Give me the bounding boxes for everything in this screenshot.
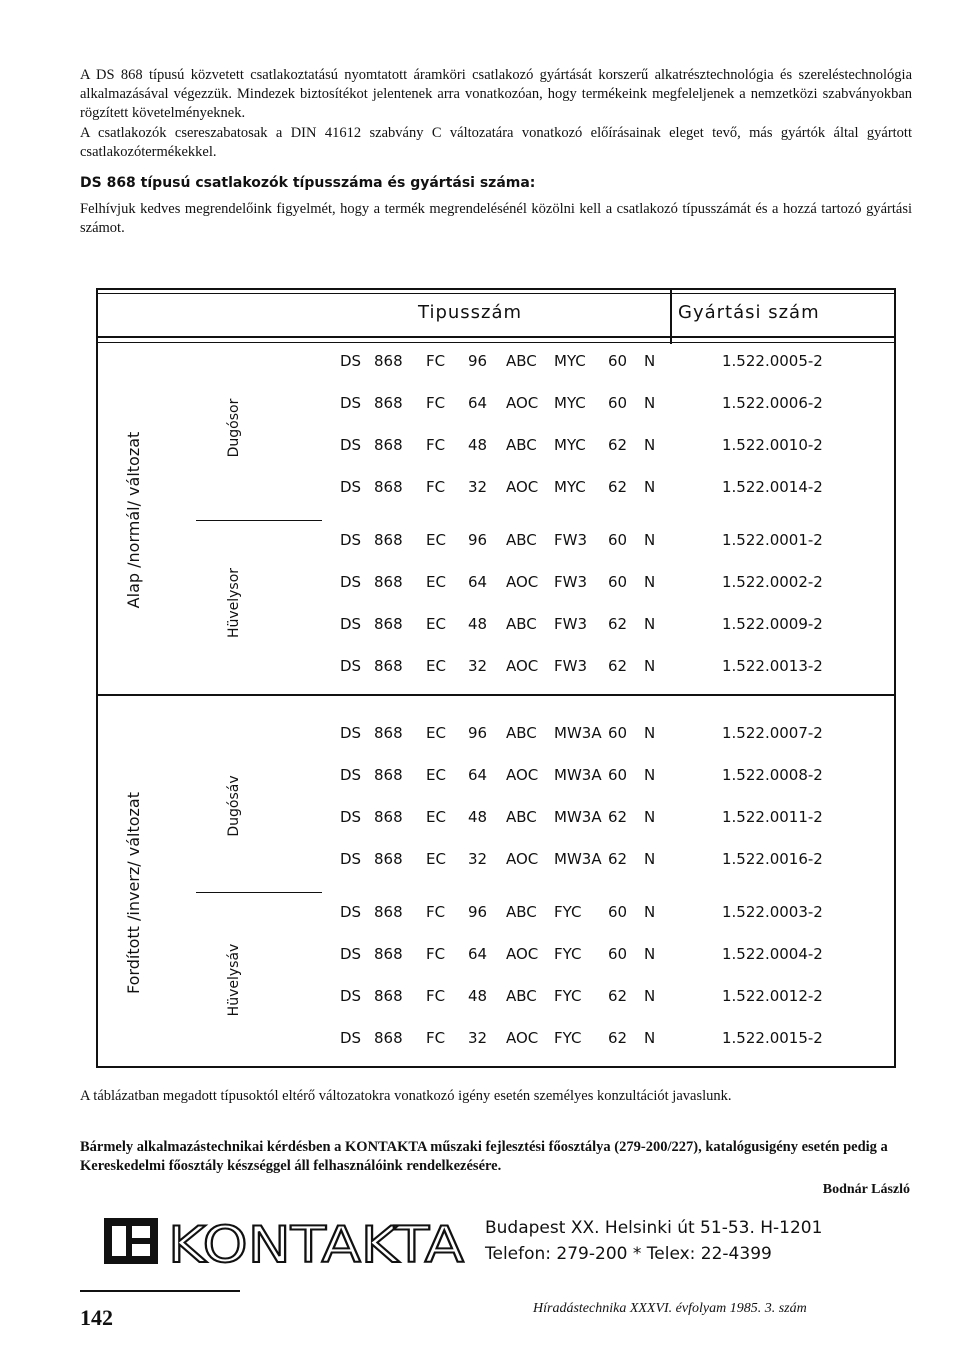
table-row <box>96 657 896 681</box>
author-signature: Bodnár László <box>822 1182 910 1197</box>
type-code-cell: FC <box>426 945 446 963</box>
serial-number-cell: 1.522.0002-2 <box>722 573 823 591</box>
table-row <box>96 436 896 460</box>
type-code-cell: 60 <box>608 573 628 591</box>
type-code-cell: ABC <box>506 615 537 633</box>
type-code-cell: DS <box>340 945 362 963</box>
type-code-cell: 64 <box>468 766 488 784</box>
type-code-cell: FW3 <box>554 573 588 591</box>
type-code-cell: FC <box>426 1029 446 1047</box>
type-code-cell: 32 <box>468 657 488 675</box>
table-row <box>96 724 896 748</box>
type-code-cell: 60 <box>608 724 628 742</box>
company-address <box>485 1215 822 1267</box>
type-code-cell: 62 <box>608 808 628 826</box>
type-code-cell: MYC <box>554 436 586 454</box>
type-code-cell: FYC <box>554 987 582 1005</box>
footer-divider <box>80 1290 240 1292</box>
type-code-cell: 32 <box>468 850 488 868</box>
type-code-cell: DS <box>340 808 362 826</box>
type-code-cell: 868 <box>374 766 403 784</box>
type-code-cell: FC <box>426 352 446 370</box>
type-code-cell: FYC <box>554 1029 582 1047</box>
type-code-cell: N <box>644 808 656 826</box>
type-code-cell: FC <box>426 478 446 496</box>
type-code-cell: AOC <box>506 394 539 412</box>
subgroup-label-plug-inverse: Dugósáv <box>226 775 242 837</box>
type-code-cell: 96 <box>468 903 488 921</box>
type-code-cell: N <box>644 615 656 633</box>
serial-number-cell: 1.522.0006-2 <box>722 394 823 412</box>
type-code-cell: N <box>644 352 656 370</box>
type-code-cell: DS <box>340 531 362 549</box>
type-code-cell: 60 <box>608 903 628 921</box>
type-code-cell: 868 <box>374 1029 403 1047</box>
type-code-cell: 60 <box>608 531 628 549</box>
type-code-cell: FYC <box>554 945 582 963</box>
type-code-cell: FW3 <box>554 615 588 633</box>
type-code-cell: ABC <box>506 903 537 921</box>
type-code-cell: AOC <box>506 573 539 591</box>
page-number: 142 <box>80 1305 113 1330</box>
type-code-cell: ABC <box>506 724 537 742</box>
type-code-cell: N <box>644 987 656 1005</box>
type-code-cell: 868 <box>374 394 403 412</box>
serial-number-cell: 1.522.0007-2 <box>722 724 823 742</box>
subgroup-label-socket: Hüvelysor <box>226 567 242 639</box>
type-code-cell: MYC <box>554 352 586 370</box>
serial-number-cell: 1.522.0004-2 <box>722 945 823 963</box>
request-paragraph: Felhívjuk kedves megrendelőink figyelmét, hogy a termék megrendelésénél közölni kell a csatlakozó típusszámát és a hozzá tartozó gyártási számot. <box>80 201 912 236</box>
column-header-type: Tipusszám <box>418 302 523 323</box>
type-code-cell: 64 <box>468 394 488 412</box>
type-code-cell: 96 <box>468 724 488 742</box>
serial-number-cell: 1.522.0001-2 <box>722 531 823 549</box>
type-code-cell: 62 <box>608 850 628 868</box>
type-code-cell: N <box>644 903 656 921</box>
type-code-cell: N <box>644 724 656 742</box>
type-code-cell: EC <box>426 615 446 633</box>
serial-number-cell: 1.522.0014-2 <box>722 478 823 496</box>
type-code-cell: EC <box>426 573 446 591</box>
section-heading: DS 868 típusú csatlakozók típusszáma és gyártási száma: <box>80 175 536 191</box>
type-code-cell: EC <box>426 766 446 784</box>
type-code-cell: ABC <box>506 987 537 1005</box>
type-code-cell: DS <box>340 724 362 742</box>
type-code-cell: FC <box>426 903 446 921</box>
type-code-cell: N <box>644 436 656 454</box>
type-code-cell: 868 <box>374 478 403 496</box>
type-code-cell: 60 <box>608 352 628 370</box>
table-row <box>96 478 896 502</box>
type-code-cell: 48 <box>468 436 488 454</box>
intro-paragraph-2: A csatlakozók csereszabatosak a DIN 41612 szabvány C változatára vonatkozó előírásainak eleget tevő, más gyártók által gyártott csatlakozótermékekkel. <box>80 125 912 160</box>
type-code-cell: DS <box>340 1029 362 1047</box>
journal-reference: Híradástechnika XXXVI. évfolyam 1985. 3. szám <box>533 1301 807 1316</box>
type-code-cell: DS <box>340 987 362 1005</box>
type-code-cell: 32 <box>468 1029 488 1047</box>
subgroup-label-plug: Dugósor <box>226 398 242 458</box>
type-code-cell: AOC <box>506 766 539 784</box>
type-code-cell: N <box>644 478 656 496</box>
type-code-cell: N <box>644 573 656 591</box>
type-code-cell: EC <box>426 724 446 742</box>
table-row <box>96 945 896 969</box>
type-code-cell: EC <box>426 657 446 675</box>
type-code-cell: DS <box>340 478 362 496</box>
table-row <box>96 615 896 639</box>
serial-number-cell: 1.522.0012-2 <box>722 987 823 1005</box>
consultation-note: A táblázatban megadott típusoktól eltérő változatokra vonatkozó igény esetén személyes konzultációt javaslunk. <box>80 1088 732 1104</box>
type-code-cell: DS <box>340 657 362 675</box>
type-code-cell: 62 <box>608 657 628 675</box>
type-code-cell: 62 <box>608 615 628 633</box>
subgroup-label-socket-inverse: Hüvelysáv <box>226 943 242 1017</box>
type-code-cell: 48 <box>468 987 488 1005</box>
type-code-cell: 868 <box>374 352 403 370</box>
type-code-cell: 60 <box>608 394 628 412</box>
type-code-cell: 868 <box>374 850 403 868</box>
serial-number-cell: 1.522.0008-2 <box>722 766 823 784</box>
address-line: Budapest XX. Helsinki út 51-53. H-1201 <box>485 1218 823 1238</box>
group-label-normal: Alap /normál/ változat <box>124 431 143 609</box>
table-row <box>96 903 896 927</box>
table-row <box>96 573 896 597</box>
type-code-cell: DS <box>340 436 362 454</box>
type-code-cell: ABC <box>506 436 537 454</box>
serial-number-cell: 1.522.0009-2 <box>722 615 823 633</box>
type-code-cell: EC <box>426 850 446 868</box>
type-code-cell: DS <box>340 352 362 370</box>
type-code-cell: N <box>644 945 656 963</box>
type-code-cell: FC <box>426 987 446 1005</box>
type-code-cell: MYC <box>554 394 586 412</box>
table-row <box>96 352 896 376</box>
type-code-cell: 62 <box>608 987 628 1005</box>
serial-number-cell: 1.522.0015-2 <box>722 1029 823 1047</box>
type-code-cell: 32 <box>468 478 488 496</box>
serial-number-cell: 1.522.0003-2 <box>722 903 823 921</box>
type-code-cell: 868 <box>374 615 403 633</box>
type-code-cell: DS <box>340 850 362 868</box>
type-code-cell: 868 <box>374 657 403 675</box>
type-code-cell: 60 <box>608 766 628 784</box>
type-code-cell: AOC <box>506 657 539 675</box>
group-label-inverse: Fordított /inverz/ változat <box>124 791 143 994</box>
type-code-cell: 64 <box>468 945 488 963</box>
serial-number-cell: 1.522.0005-2 <box>722 352 823 370</box>
type-code-cell: MW3A <box>554 724 602 742</box>
type-code-cell: MW3A <box>554 766 602 784</box>
type-code-cell: EC <box>426 531 446 549</box>
type-number-table <box>96 288 896 1068</box>
type-code-cell: DS <box>340 766 362 784</box>
type-code-cell: EC <box>426 808 446 826</box>
serial-number-cell: 1.522.0016-2 <box>722 850 823 868</box>
type-code-cell: N <box>644 531 656 549</box>
type-code-cell: MW3A <box>554 850 602 868</box>
kontakta-logo <box>100 1212 470 1268</box>
type-code-cell: 868 <box>374 945 403 963</box>
serial-number-cell: 1.522.0011-2 <box>722 808 823 826</box>
type-code-cell: ABC <box>506 531 537 549</box>
type-code-cell: FC <box>426 394 446 412</box>
type-code-cell: 868 <box>374 436 403 454</box>
type-code-cell: 96 <box>468 531 488 549</box>
type-code-cell: 48 <box>468 615 488 633</box>
type-code-cell: DS <box>340 903 362 921</box>
type-code-cell: 868 <box>374 724 403 742</box>
type-code-cell: ABC <box>506 808 537 826</box>
svg-text:KONTAKTA: KONTAKTA <box>168 1216 464 1268</box>
type-code-cell: 64 <box>468 573 488 591</box>
serial-number-cell: 1.522.0010-2 <box>722 436 823 454</box>
type-code-cell: N <box>644 394 656 412</box>
type-code-cell: AOC <box>506 1029 539 1047</box>
type-code-cell: 48 <box>468 808 488 826</box>
type-code-cell: 868 <box>374 531 403 549</box>
table-row <box>96 531 896 555</box>
type-code-cell: 868 <box>374 987 403 1005</box>
column-header-serial: Gyártási szám <box>678 302 820 323</box>
intro-paragraph-1: A DS 868 típusú közvetett csatlakoztatású nyomtatott áramköri csatlakozó gyártását korszerű alkatrésztechnológia és szereléstechnológia alkalmazásával végezzük. Mindezek biztosítékot jelentenek arra vonatkozóan, hogy termékeink megfeleljenek a nemzetközi szabványokban rögzített követelményeknek. <box>80 67 912 121</box>
table-row <box>96 808 896 832</box>
type-code-cell: 62 <box>608 1029 628 1047</box>
type-code-cell: MW3A <box>554 808 602 826</box>
type-code-cell: 60 <box>608 945 628 963</box>
table-row <box>96 394 896 418</box>
type-code-cell: DS <box>340 573 362 591</box>
type-code-cell: DS <box>340 615 362 633</box>
contact-note: Bármely alkalmazástechnikai kérdésben a KONTAKTA műszaki fejlesztési főosztálya (279-200/227), katalógusigény esetén pedig a Kereskedelmi főosztály készséggel áll felhasználóink rendelkezésére. <box>80 1139 888 1174</box>
type-code-cell: ABC <box>506 352 537 370</box>
type-code-cell: MYC <box>554 478 586 496</box>
type-code-cell: 62 <box>608 478 628 496</box>
type-code-cell: 868 <box>374 573 403 591</box>
type-code-cell: N <box>644 850 656 868</box>
phone-telex-line: Telefon: 279-200 * Telex: 22-4399 <box>485 1244 772 1264</box>
table-row <box>96 987 896 1011</box>
type-code-cell: FW3 <box>554 531 588 549</box>
type-code-cell: N <box>644 766 656 784</box>
type-code-cell: FYC <box>554 903 582 921</box>
table-row <box>96 850 896 874</box>
serial-number-cell: 1.522.0013-2 <box>722 657 823 675</box>
table-row <box>96 1029 896 1053</box>
type-code-cell: AOC <box>506 850 539 868</box>
type-code-cell: FC <box>426 436 446 454</box>
table-row <box>96 766 896 790</box>
type-code-cell: AOC <box>506 945 539 963</box>
type-code-cell: 868 <box>374 903 403 921</box>
type-code-cell: DS <box>340 394 362 412</box>
type-code-cell: N <box>644 1029 656 1047</box>
type-code-cell: 96 <box>468 352 488 370</box>
type-code-cell: 868 <box>374 808 403 826</box>
type-code-cell: 62 <box>608 436 628 454</box>
type-code-cell: AOC <box>506 478 539 496</box>
type-code-cell: N <box>644 657 656 675</box>
type-code-cell: FW3 <box>554 657 588 675</box>
